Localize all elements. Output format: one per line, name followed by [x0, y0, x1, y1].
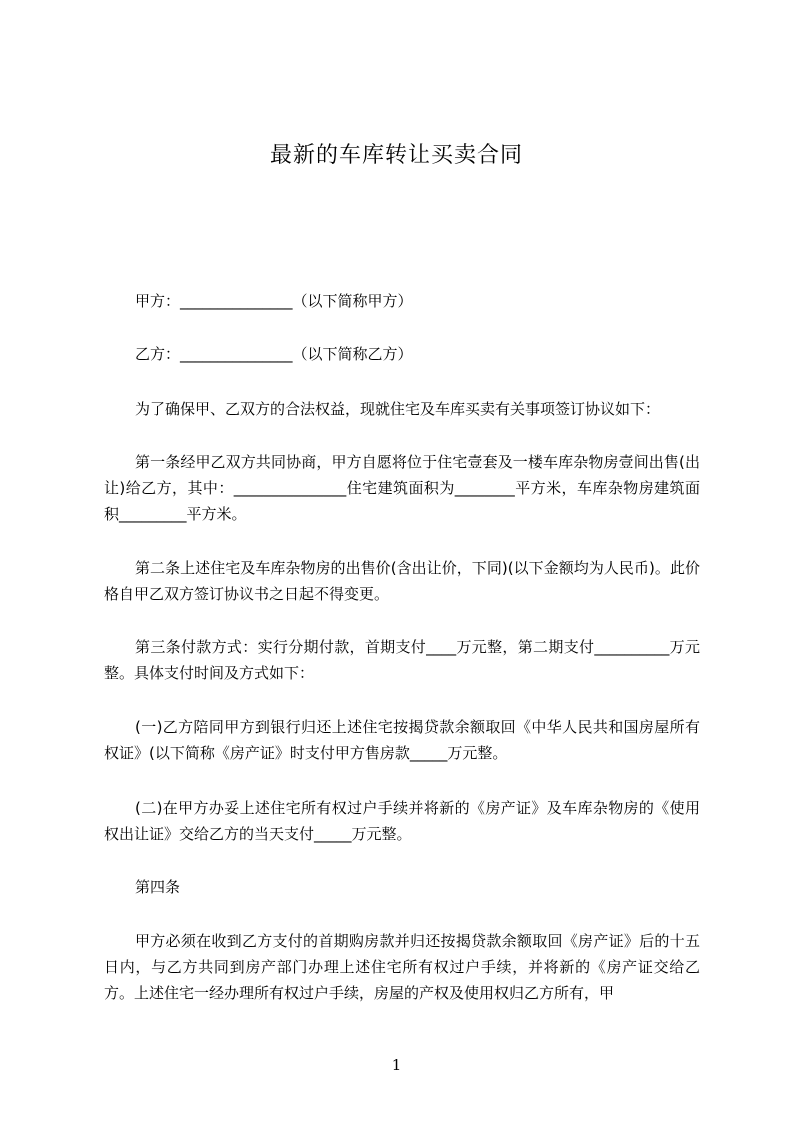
agreement-intro: 为了确保甲、乙双方的合法权益，现就住宅及车库买卖有关事项签订协议如下：: [135, 400, 661, 418]
article-one: 第一条经甲乙双方共同协商，甲方自愿将位于住宅壹套及一楼车库杂物房壹间出售(出让)给乙方，其中：_______________住宅建筑面积为________平方米，车库杂物房建筑面积_________平方米。: [104, 453, 700, 523]
article-four-body: 甲方必须在收到乙方支付的首期购房款并归还按揭贷款余额取回《房产证》后的十五日内，与乙方共同到房产部门办理上述住宅所有权过户手续，并将新的《房产证交给乙方。上述住宅一经办理所有权过户手续，房屋的产权及使用权归乙方所有，甲: [104, 932, 700, 1002]
party-a-line: 甲方：_______________（以下简称甲方）: [135, 292, 413, 310]
article-three: 第三条付款方式：实行分期付款，首期支付____万元整，第二期支付__________万元整。具体支付时间及方式如下：: [104, 638, 700, 682]
article-two: 第二条上述住宅及车库杂物房的出售价(含出让价，下同)(以下金额均为人民币)。此价格自甲乙双方签订协议书之日起不得变更。: [104, 559, 700, 603]
document-title: 最新的车库转让买卖合同: [269, 143, 523, 168]
article-four-heading: 第四条: [135, 878, 181, 896]
party-b-line: 乙方：_______________（以下简称乙方）: [135, 345, 413, 363]
payment-clause-one: (一)乙方陪同甲方到银行归还上述住宅按揭贷款余额取回《中华人民共和国房屋所有权证》(以下简称《房产证》时支付甲方售房款_____万元整。: [104, 718, 700, 762]
payment-clause-two: (二)在甲方办妥上述住宅所有权过户手续并将新的《房产证》及车库杂物房的《使用权出让证》交给乙方的当天支付_____万元整。: [104, 799, 700, 843]
page-number: 1: [391, 1056, 402, 1074]
